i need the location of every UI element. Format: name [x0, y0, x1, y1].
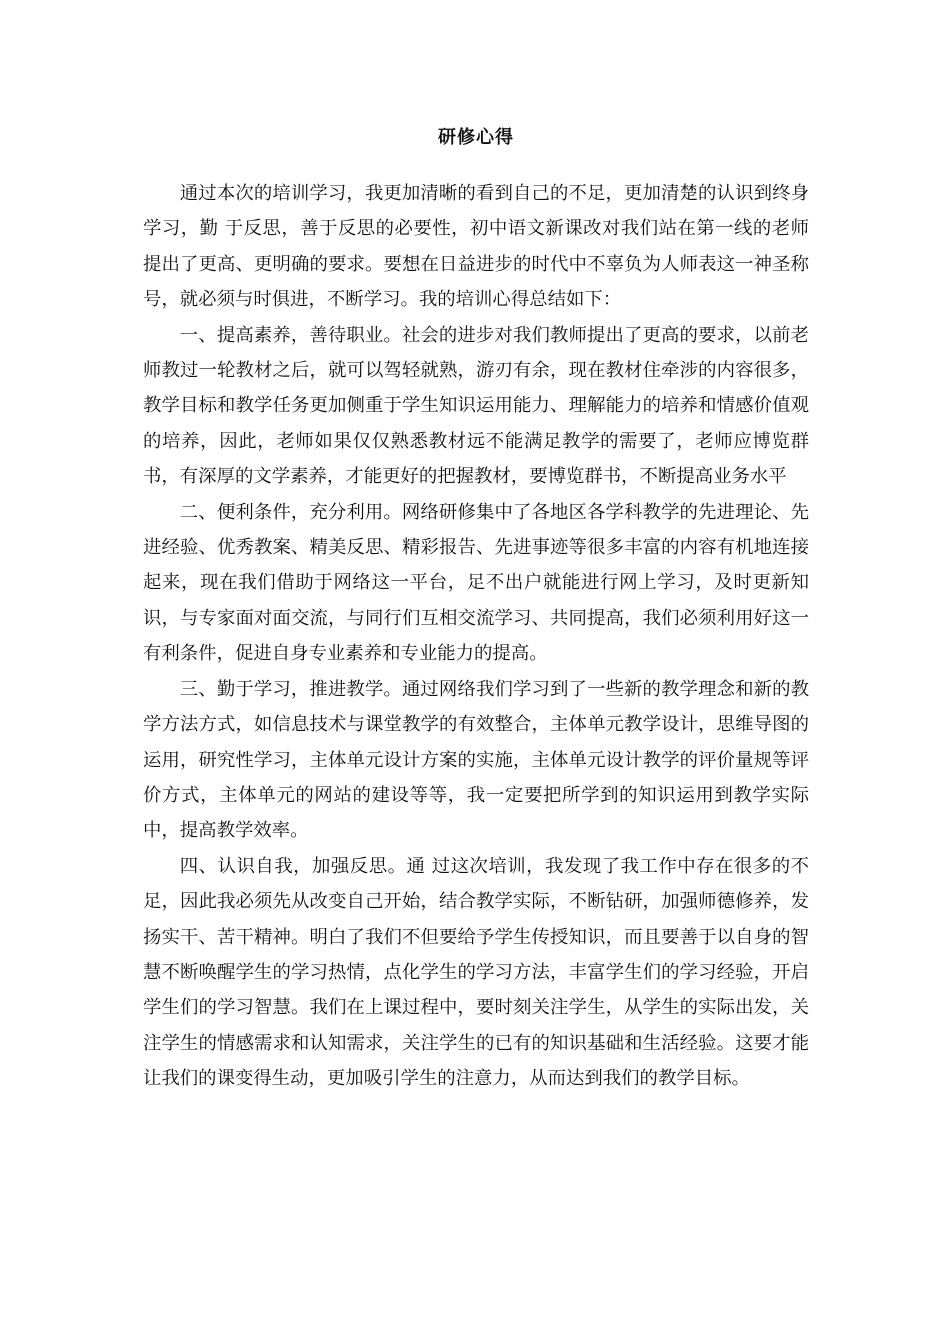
paragraph-point-1: 一、提高素养，善待职业。社会的进步对我们教师提出了更高的要求，以前老师教过一轮教材之后，就可以驾轻就熟，游刃有余，现在教材住牵涉的内容很多，教学目标和教学任务更加侧重于学生知识运用能力、理解能力的培养和情感价值观的培养，因此，老师如果仅仅熟悉教材远不能满足教学的需要了，老师应博览群书，有深厚的文学素养，才能更好的把握教材，要博览群书，不断提高业务水平: [143, 324, 809, 488]
paragraph-intro: 通过本次的培训学习，我更加清晰的看到自己的不足，更加清楚的认识到终身学习，勤 于反思，善于反思的必要性，初中语文新课改对我们站在第一线的老师提出了更高、更明确的要求。要想在日益进步的时代中不辜负为人师表这一神圣称号，就必须与时俱进，不断学习。我的培训心得总结如下：: [143, 183, 809, 311]
paragraph-point-4: 四、认识自我，加强反思。通 过这次培训，我发现了我工作中存在很多的不足，因此我必须先从改变自己开始，结合教学实际，不断钻研，加强师德修养，发扬实干、苦干精神。明白了我们不但要给予学生传授知识，而且要善于以自身的智慧不断唤醒学生的学习热情，点化学生的学习方法，丰富学生们的学习经验，开启学生们的学习智慧。我们在上课过程中，要时刻关注学生，从学生的实际出发，关注学生的情感需求和认知需求，关注学生的已有的知识基础和生活经验。这要才能让我们的课变得生动，更加吸引学生的注意力，从而达到我们的教学目标。: [143, 855, 809, 1090]
paragraph-point-3: 三、勤于学习，推进教学。通过网络我们学习到了一些新的教学理念和新的教学方法方式，如信息技术与课堂教学的有效整合，主体单元教学设计，思维导图的运用，研究性学习，主体单元设计方案的实施，主体单元设计教学的评价量规等评价方式，主体单元的网站的建设等等，我一定要把所学到的知识运用到教学实际中，提高教学效率。: [143, 678, 809, 842]
paragraph-point-2: 二、便利条件，充分利用。网络研修集中了各地区各学科教学的先进理论、先进经验、优秀教案、精美反思、精彩报告、先进事迹等很多丰富的内容有机地连接起来，现在我们借助于网络这一平台，足不出户就能进行网上学习，及时更新知识，与专家面对面交流，与同行们互相交流学习、共同提高，我们必须利用好这一有利条件，促进自身专业素养和专业能力的提高。: [143, 501, 809, 665]
document-title: 研修心得: [438, 127, 514, 148]
document-page: [143, 118, 809, 1097]
